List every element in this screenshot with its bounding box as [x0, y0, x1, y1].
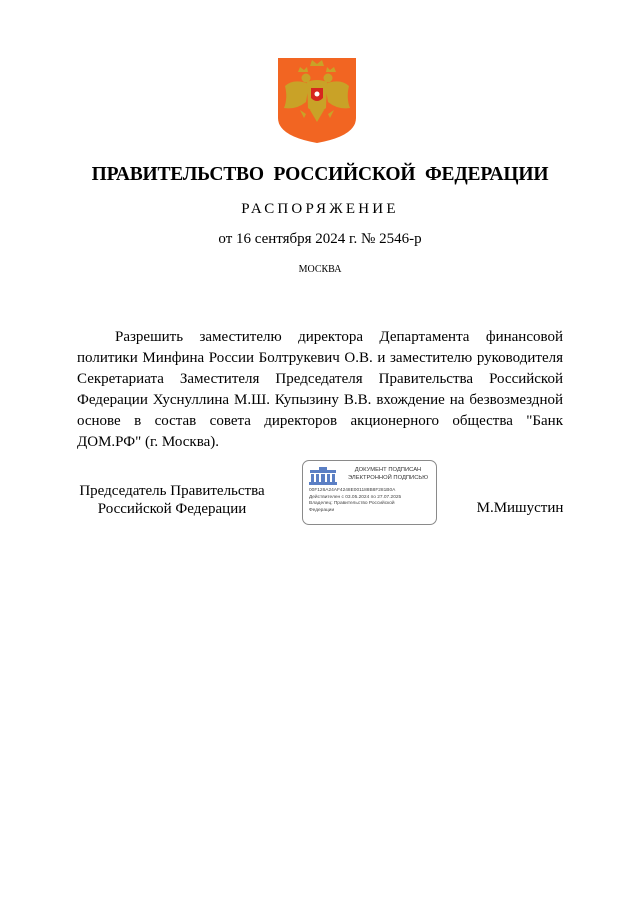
signer-position — [60, 482, 284, 518]
order-paragraph: Разрешить заместителю директора Департамента финансовой политики Минфина России Болтрукевич О.В. и заместителю руководителя Секретариата Заместителя Председателя Правительства Российской Федерации Хуснуллина М.Ш. Купызину В.В. вхождение на безвозмездной основе в состав совета директоров акционерного общества "Банк ДОМ.РФ" (г. Москва). — [77, 329, 563, 450]
government-building-icon — [308, 467, 338, 485]
stamp-owner-line2: Федерации — [309, 507, 335, 513]
stamp-heading-line1: ДОКУМЕНТ ПОДПИСАН — [354, 467, 422, 473]
government-title: ПРАВИТЕЛЬСТВО РОССИЙСКОЙ ФЕДЕРАЦИИ — [91, 164, 549, 185]
coat-of-arms-icon — [276, 56, 358, 144]
document-city: МОСКВА — [298, 264, 342, 275]
stamp-heading — [341, 467, 435, 482]
stamp-certificate: 00F126A24AF4248E001188B8F281B0A — [309, 488, 396, 493]
signer-position-line2: Российской Федерации — [97, 501, 247, 517]
document-type: РАСПОРЯЖЕНИЕ — [241, 201, 399, 217]
document-date-number: от 16 сентября 2024 г. № 2546-р — [218, 231, 422, 247]
stamp-heading-line2: ЭЛЕКТРОННОЙ ПОДПИСЬЮ — [347, 474, 429, 481]
stamp-validity: Действителен с 03.05.2024 по 27.07.2025 — [309, 494, 402, 500]
signer-name: М.Мишустин — [476, 500, 564, 516]
electronic-signature-stamp — [302, 460, 437, 525]
stamp-owner-line1: Владелец: Правительство Российской — [309, 501, 395, 506]
stamp-details — [309, 488, 433, 514]
signer-position-line1: Председатель Правительства — [79, 483, 265, 499]
